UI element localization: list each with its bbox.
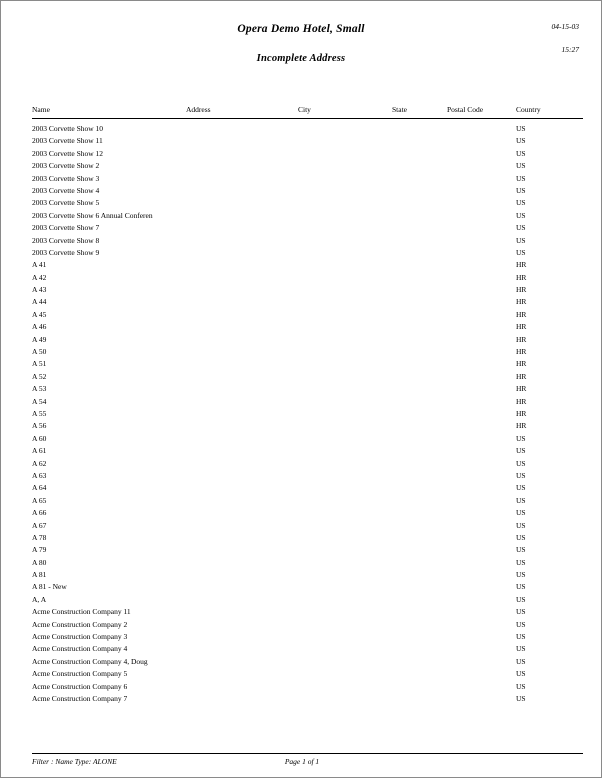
report-table — [32, 105, 583, 703]
cell-name: 2003 Corvette Show 7 — [32, 223, 100, 233]
table-row[interactable] — [32, 297, 583, 309]
table-row[interactable] — [32, 644, 583, 656]
table-row[interactable] — [32, 607, 583, 619]
cell-country: HR — [516, 384, 527, 394]
cell-name: 2003 Corvette Show 10 — [32, 124, 104, 133]
cell-name: Acme Construction Company 4, Doug — [32, 656, 148, 666]
cell-country: US — [516, 433, 526, 443]
column-header-country: Country — [516, 105, 541, 114]
cell-country: US — [516, 644, 526, 654]
cell-country: US — [516, 161, 526, 171]
cell-country: HR — [516, 297, 527, 307]
cell-name: A, A — [32, 594, 47, 604]
table-row[interactable] — [32, 558, 583, 570]
table-row[interactable] — [32, 521, 583, 533]
cell-name: 2003 Corvette Show 11 — [32, 136, 103, 146]
cell-country: US — [516, 619, 526, 629]
cell-country: US — [516, 470, 526, 480]
cell-name: A 53 — [32, 384, 47, 394]
cell-name: A 79 — [32, 545, 47, 555]
cell-country: US — [516, 495, 526, 505]
column-header-name: Name — [32, 105, 50, 114]
table-row[interactable] — [32, 136, 583, 148]
cell-name: A 81 — [32, 570, 47, 580]
footer-clip — [1, 753, 602, 778]
cell-country: US — [516, 198, 526, 208]
cell-country: US — [516, 458, 526, 468]
cell-name: A 65 — [32, 495, 47, 505]
cell-name: A 61 — [32, 446, 47, 456]
cell-country: US — [516, 223, 526, 233]
cell-name: A 56 — [32, 421, 47, 431]
table-row[interactable] — [32, 421, 583, 433]
table-row[interactable] — [32, 682, 583, 694]
table-row[interactable] — [32, 372, 583, 384]
cell-country: US — [516, 136, 526, 146]
cell-name: 2003 Corvette Show 2 — [32, 161, 100, 171]
cell-name: Acme Construction Company 7 — [32, 693, 128, 703]
column-header-address: Address — [186, 105, 211, 114]
cell-name: A 52 — [32, 371, 47, 381]
cell-country: HR — [516, 334, 527, 344]
cell-country: US — [516, 124, 526, 133]
cell-name: A 41 — [32, 260, 47, 270]
table-row[interactable] — [32, 508, 583, 520]
cell-country: US — [516, 235, 526, 245]
cell-name: Acme Construction Company 6 — [32, 681, 128, 691]
cell-name: 2003 Corvette Show 6 Annual Conferen — [32, 210, 153, 220]
cell-country: HR — [516, 309, 527, 319]
column-header-postal-code: Postal Code — [447, 105, 484, 114]
table-row[interactable] — [32, 285, 583, 297]
cell-name: 2003 Corvette Show 4 — [32, 185, 100, 195]
report-time: 15:27 — [561, 45, 579, 54]
cell-country: US — [516, 656, 526, 666]
table-row[interactable] — [32, 248, 583, 260]
cell-name: 2003 Corvette Show 5 — [32, 198, 100, 208]
cell-country: US — [516, 693, 526, 703]
table-row[interactable] — [32, 669, 583, 681]
table-row[interactable] — [32, 570, 583, 582]
table-row[interactable] — [32, 174, 583, 186]
table-row[interactable] — [32, 384, 583, 396]
table-row[interactable] — [32, 620, 583, 632]
cell-name: Acme Construction Company 4 — [32, 644, 128, 654]
cell-name: A 49 — [32, 334, 47, 344]
cell-name: Acme Construction Company 11 — [32, 607, 131, 617]
cell-country: HR — [516, 260, 527, 270]
cell-country: HR — [516, 408, 527, 418]
cell-country: HR — [516, 359, 527, 369]
cell-name: 2003 Corvette Show 8 — [32, 235, 100, 245]
cell-country: US — [516, 607, 526, 617]
cell-name: A 67 — [32, 520, 47, 530]
cell-name: Acme Construction Company 2 — [32, 619, 128, 629]
report-date: 04-15-03 — [551, 22, 579, 31]
cell-country: HR — [516, 285, 527, 295]
cell-country: US — [516, 247, 526, 257]
table-row[interactable] — [32, 434, 583, 446]
table-row[interactable] — [32, 483, 583, 495]
report-footer — [1, 753, 602, 778]
table-row[interactable] — [32, 198, 583, 210]
table-row[interactable] — [32, 409, 583, 421]
table-row[interactable] — [32, 657, 583, 669]
cell-name: A 80 — [32, 557, 47, 567]
cell-country: US — [516, 446, 526, 456]
cell-name: A 63 — [32, 470, 47, 480]
cell-country: US — [516, 520, 526, 530]
cell-country: US — [516, 594, 526, 604]
cell-country: HR — [516, 421, 527, 431]
cell-name: 2003 Corvette Show 3 — [32, 173, 100, 183]
cell-country: US — [516, 210, 526, 220]
table-row[interactable] — [32, 161, 583, 173]
cell-name: A 78 — [32, 532, 47, 542]
cell-name: A 50 — [32, 347, 47, 357]
cell-name: A 42 — [32, 272, 47, 282]
table-row[interactable] — [32, 471, 583, 483]
cell-country: HR — [516, 272, 527, 282]
table-row[interactable] — [32, 694, 583, 706]
table-row[interactable] — [32, 359, 583, 371]
cell-name: A 44 — [32, 297, 47, 307]
cell-name: A 66 — [32, 508, 47, 518]
table-row[interactable] — [32, 545, 583, 557]
footer-filter: Filter : Name Type: ALONE — [32, 757, 117, 766]
hotel-name: Opera Demo Hotel, Small — [237, 23, 365, 35]
table-row[interactable] — [32, 236, 583, 248]
cell-name: A 81 - New — [32, 582, 67, 592]
table-row[interactable] — [32, 322, 583, 334]
cell-country: US — [516, 148, 526, 158]
table-row[interactable] — [32, 446, 583, 458]
cell-name: Acme Construction Company 3 — [32, 632, 128, 642]
table-row[interactable] — [32, 496, 583, 508]
cell-country: US — [516, 532, 526, 542]
cell-name: A 43 — [32, 285, 47, 295]
cell-name: A 46 — [32, 322, 47, 332]
cell-name: A 64 — [32, 483, 47, 493]
cell-country: HR — [516, 371, 527, 381]
cell-country: HR — [516, 322, 527, 332]
table-row[interactable] — [32, 124, 583, 136]
table-header-row — [32, 105, 583, 118]
table-row[interactable] — [32, 347, 583, 359]
cell-country: US — [516, 582, 526, 592]
cell-country: US — [516, 173, 526, 183]
table-row[interactable] — [32, 459, 583, 471]
cell-country: US — [516, 508, 526, 518]
header-divider — [32, 118, 583, 119]
cell-name: 2003 Corvette Show 9 — [32, 247, 100, 257]
column-header-city: City — [298, 105, 311, 114]
cell-name: 2003 Corvette Show 12 — [32, 148, 104, 158]
cell-name: Acme Construction Company 5 — [32, 669, 128, 679]
table-row[interactable] — [32, 260, 583, 272]
table-row[interactable] — [32, 310, 583, 322]
table-body — [32, 124, 583, 706]
table-row[interactable] — [32, 186, 583, 198]
table-row[interactable] — [32, 273, 583, 285]
table-row[interactable] — [32, 595, 583, 607]
cell-country: HR — [516, 396, 527, 406]
table-row[interactable] — [32, 335, 583, 347]
table-row[interactable] — [32, 149, 583, 161]
cell-country: US — [516, 557, 526, 567]
table-row[interactable] — [32, 582, 583, 594]
cell-name: A 54 — [32, 396, 47, 406]
table-row[interactable] — [32, 533, 583, 545]
report-title: Incomplete Address — [256, 53, 346, 64]
report-header — [1, 1, 601, 93]
cell-name: A 45 — [32, 309, 47, 319]
cell-country: HR — [516, 347, 527, 357]
table-row[interactable] — [32, 211, 583, 223]
column-header-state: State — [392, 105, 407, 114]
table-row[interactable] — [32, 223, 583, 235]
table-row[interactable] — [32, 397, 583, 409]
footer-divider — [32, 753, 583, 754]
cell-name: A 55 — [32, 408, 47, 418]
cell-country: US — [516, 570, 526, 580]
cell-country: US — [516, 669, 526, 679]
cell-country: US — [516, 681, 526, 691]
cell-country: US — [516, 545, 526, 555]
table-row[interactable] — [32, 632, 583, 644]
cell-name: A 60 — [32, 433, 47, 443]
cell-country: US — [516, 185, 526, 195]
cell-country: US — [516, 483, 526, 493]
cell-country: US — [516, 632, 526, 642]
cell-name: A 51 — [32, 359, 47, 369]
footer-page-number: Page 1 of 1 — [284, 757, 320, 766]
cell-name: A 62 — [32, 458, 47, 468]
